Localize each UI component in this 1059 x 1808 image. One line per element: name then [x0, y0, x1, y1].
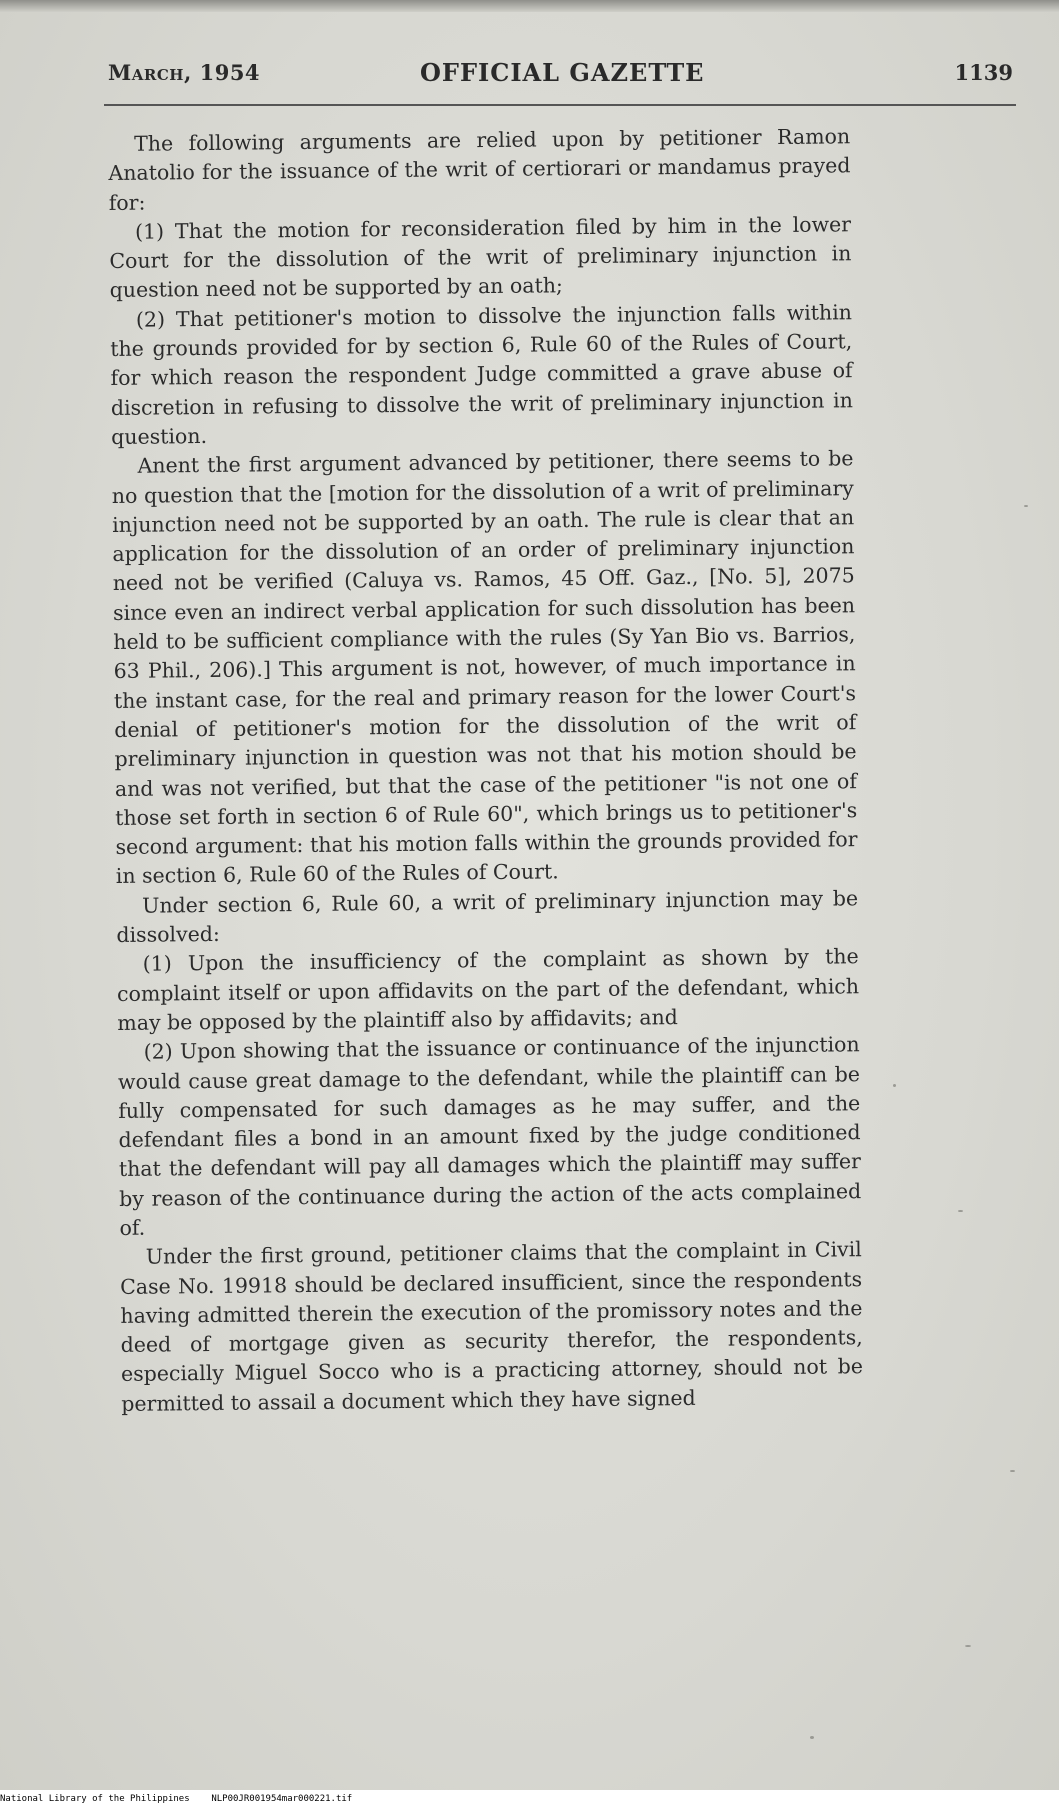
scan-speck	[1024, 505, 1028, 507]
issue-date-initial: M	[108, 60, 132, 85]
paragraph: (1) Upon the insufficiency of the complaint as shown by the complaint itself or upon affidavits on the part of the defendant, which may be opposed by the plaintiff also by affidavits; and	[116, 944, 860, 1035]
paragraph: Under the first ground, petitioner claims that the complaint in Civil Case No. 19918 should be declared insufficient, since the respondents having admitted therein the execution of the promissory notes and the deed of mortgage given as security therefor, the respondents, especially Miguel Socco who is a practicing attorney, should not be permitted to assail a document which they have signed	[119, 1237, 864, 1416]
paragraph: The following arguments are relied upon by petitioner Ramon Anatolio for the issuance of the writ of certiorari or mandamus prayed for:	[108, 124, 851, 215]
scan-footer	[0, 1794, 352, 1804]
issue-date-year: , 1954	[183, 60, 261, 85]
paragraph: (2) Upon showing that the issuance or continuance of the injunction would cause great damage to the defendant, while the plaintiff can be fully compensated for such damages as he may suffer, and the defendant files a bond in an amount fixed by the judge conditioned that the defendant will pay all damages which the plaintiff may suffer by reason of the continuance during the action of the acts complained of.	[117, 1032, 862, 1240]
scan-speck	[893, 1084, 896, 1087]
scan-speck	[965, 1645, 971, 1647]
paragraph: (1) That the motion for reconsideration filed by him in the lower Court for the dissolution of the writ of preliminary injunction in question need not be supported by an oath;	[109, 212, 852, 303]
article-body	[108, 122, 863, 1419]
page-number: 1139	[954, 60, 1013, 85]
paragraph: (2) That petitioner's motion to dissolve the injunction falls within the grounds provided for by section 6, Rule 60 of the Rules of Court, for which reason the respondent Judge committed a grave abuse of discretion in refusing to dissolve the writ of preliminary injunction in question.	[110, 300, 853, 449]
scan-speck	[958, 1210, 963, 1212]
publication-title: OFFICIAL GAZETTE	[420, 58, 705, 87]
issue-date	[108, 60, 260, 85]
scan-edge	[0, 0, 1059, 12]
scan-speck	[1010, 1470, 1015, 1472]
footer-library: National Library of the Philippines	[0, 1794, 190, 1804]
paragraph: Under section 6, Rule 60, a writ of preliminary injunction may be dissolved:	[116, 885, 859, 947]
paragraph: Anent the first argument advanced by petitioner, there seems to be no question that the [motion for the dissolution of a writ of preliminary injunction need not be supported by an oath. The rule is clear that an application for the dissolution of an order of preliminary injunction need not be verified (Caluya vs. Ramos, 45 Off. Gaz., [No. 5], 2075 since even an indirect verbal application for such dissolution has been held to be sufficient compliance with the rules (Sy Yan Bio vs. Barrios, 63 Phil., 206).] This argument is not, however, of much importance in the instant case, for the real and primary reason for the lower Court's denial of petitioner's motion for the dissolution of the writ of preliminary injunction in question was not that his motion should be and was not verified, but that the case of the petitioner "is not one of those set forth in section 6 of Rule 60", which brings us to petitioner's second argument: that his motion falls within the grounds provided for in section 6, Rule 60 of the Rules of Court.	[111, 446, 858, 889]
scan-speck	[810, 1736, 814, 1739]
header-rule	[104, 104, 1016, 106]
footer-file-id: NLP00JR001954mar000221.tif	[211, 1794, 353, 1804]
issue-date-month: arch	[131, 60, 184, 85]
page-header	[108, 60, 1013, 88]
